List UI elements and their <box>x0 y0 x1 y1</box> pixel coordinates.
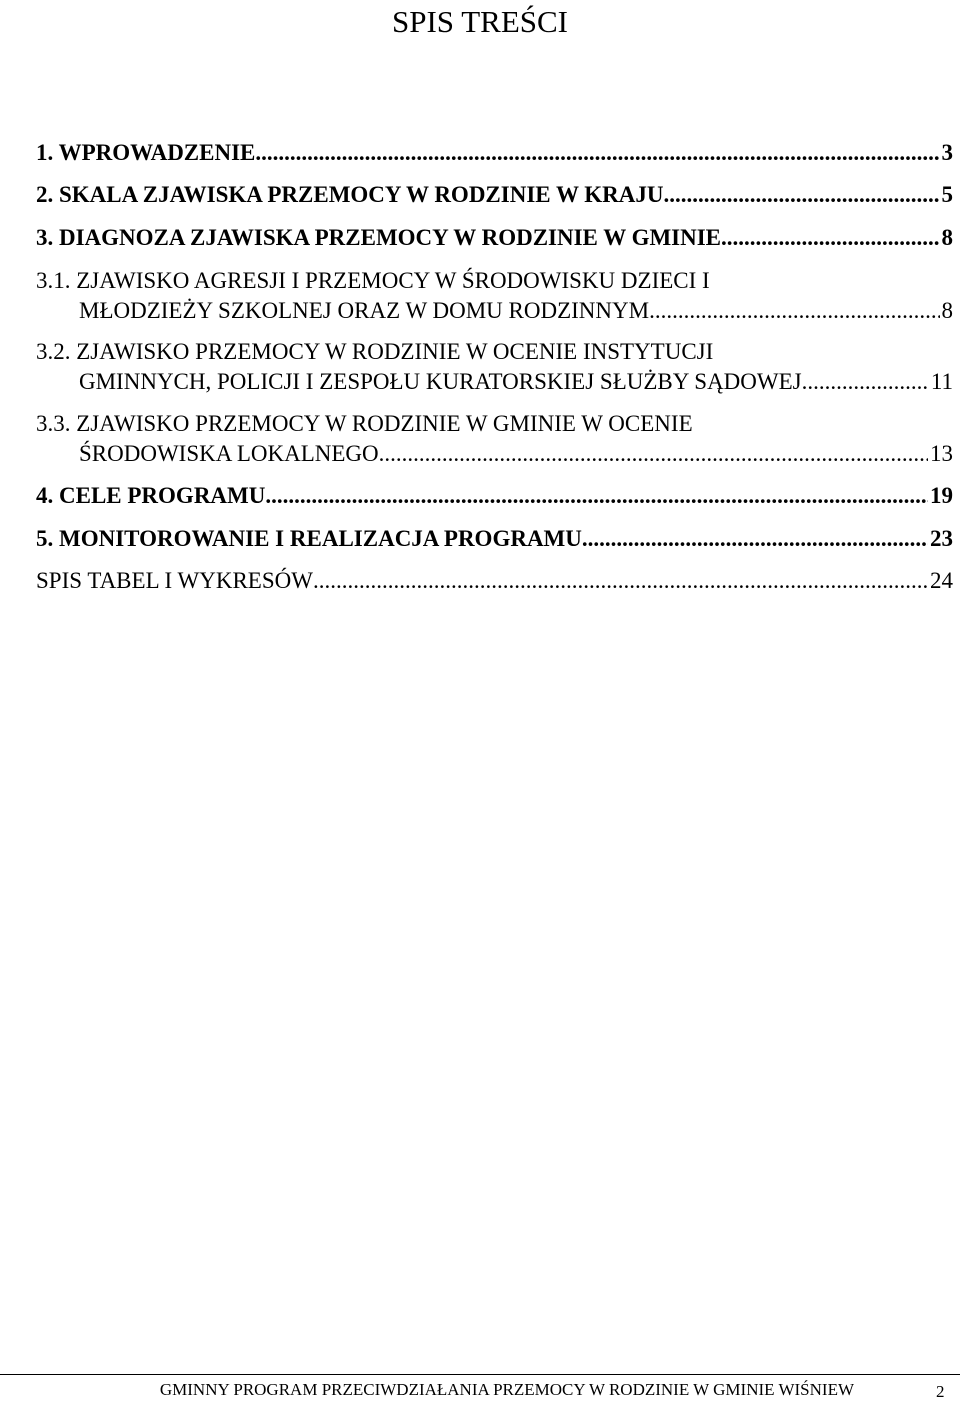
page-title: SPIS TREŚCI <box>391 4 569 39</box>
toc-entry-label-line-1: 3.2. ZJAWISKO PRZEMOCY W RODZINIE W OCENIE INSTYTUCJI <box>36 339 714 364</box>
toc-entry-3-3[interactable] <box>36 409 953 469</box>
toc-entry-page: 8 <box>941 225 953 250</box>
toc-entry-label-line-2: MŁODZIEŻY SZKOLNEJ ORAZ W DOMU RODZINNYM <box>79 298 650 323</box>
toc-entry-label: 3. DIAGNOZA ZJAWISKA PRZEMOCY W RODZINIE W GMINIE <box>36 225 722 250</box>
toc-entry-3-2[interactable] <box>36 337 953 397</box>
footer-page-number: 2 <box>936 1382 945 1401</box>
toc-dot-leader <box>802 367 929 397</box>
toc-entry-monitorowanie[interactable] <box>36 524 953 554</box>
toc-entry-wprowadzenie[interactable] <box>36 138 953 168</box>
footer-divider <box>0 1374 960 1375</box>
toc-entry-label: 1. WPROWADZENIE <box>36 140 256 165</box>
toc-entry-spis-tabel[interactable] <box>36 566 953 596</box>
toc-dot-leader <box>379 439 928 469</box>
toc-dot-leader <box>582 524 928 554</box>
toc-entry-label-line-2: ŚRODOWISKA LOKALNEGO <box>79 441 379 466</box>
toc-entry-label-line-1: 3.3. ZJAWISKO PRZEMOCY W RODZINIE W GMINIE W OCENIE <box>36 411 693 436</box>
toc-dot-leader <box>313 566 928 596</box>
toc-entry-label: SPIS TABEL I WYKRESÓW <box>36 568 313 593</box>
toc-entry-diagnoza[interactable] <box>36 223 953 253</box>
toc-entry-skala-zjawiska[interactable] <box>36 180 953 210</box>
toc-entry-page: 3 <box>941 140 953 165</box>
toc-dot-leader <box>255 138 939 168</box>
toc-dot-leader <box>265 481 928 511</box>
toc-entry-page: 23 <box>930 526 953 551</box>
toc-entry-page: 13 <box>930 441 953 466</box>
toc-entry-label: 5. MONITOROWANIE I REALIZACJA PROGRAMU <box>36 526 582 551</box>
toc-dot-leader <box>649 296 939 326</box>
footer-title: GMINNY PROGRAM PRZECIWDZIAŁANIA PRZEMOCY W RODZINIE W GMINIE WIŚNIEW <box>159 1380 854 1399</box>
toc-dot-leader <box>721 223 939 253</box>
toc-entry-label: 2. SKALA ZJAWISKA PRZEMOCY W RODZINIE W KRAJU <box>36 182 664 207</box>
toc-entry-label-line-1: 3.1. ZJAWISKO AGRESJI I PRZEMOCY W ŚRODOWISKU DZIECI I <box>36 268 710 293</box>
toc-entry-label-line-2: GMINNYCH, POLICJI I ZESPOŁU KURATORSKIEJ SŁUŻBY SĄDOWEJ <box>79 369 802 394</box>
toc-entry-page: 8 <box>941 298 953 323</box>
toc-entry-page: 19 <box>930 483 953 508</box>
toc-entry-label: 4. CELE PROGRAMU <box>36 483 266 508</box>
toc-entry-page: 11 <box>930 369 953 394</box>
toc-entry-cele-programu[interactable] <box>36 481 953 511</box>
toc-dot-leader <box>664 180 940 210</box>
toc-entry-page: 5 <box>941 182 953 207</box>
toc-entry-3-1[interactable] <box>36 266 953 326</box>
toc-entry-page: 24 <box>930 568 953 593</box>
